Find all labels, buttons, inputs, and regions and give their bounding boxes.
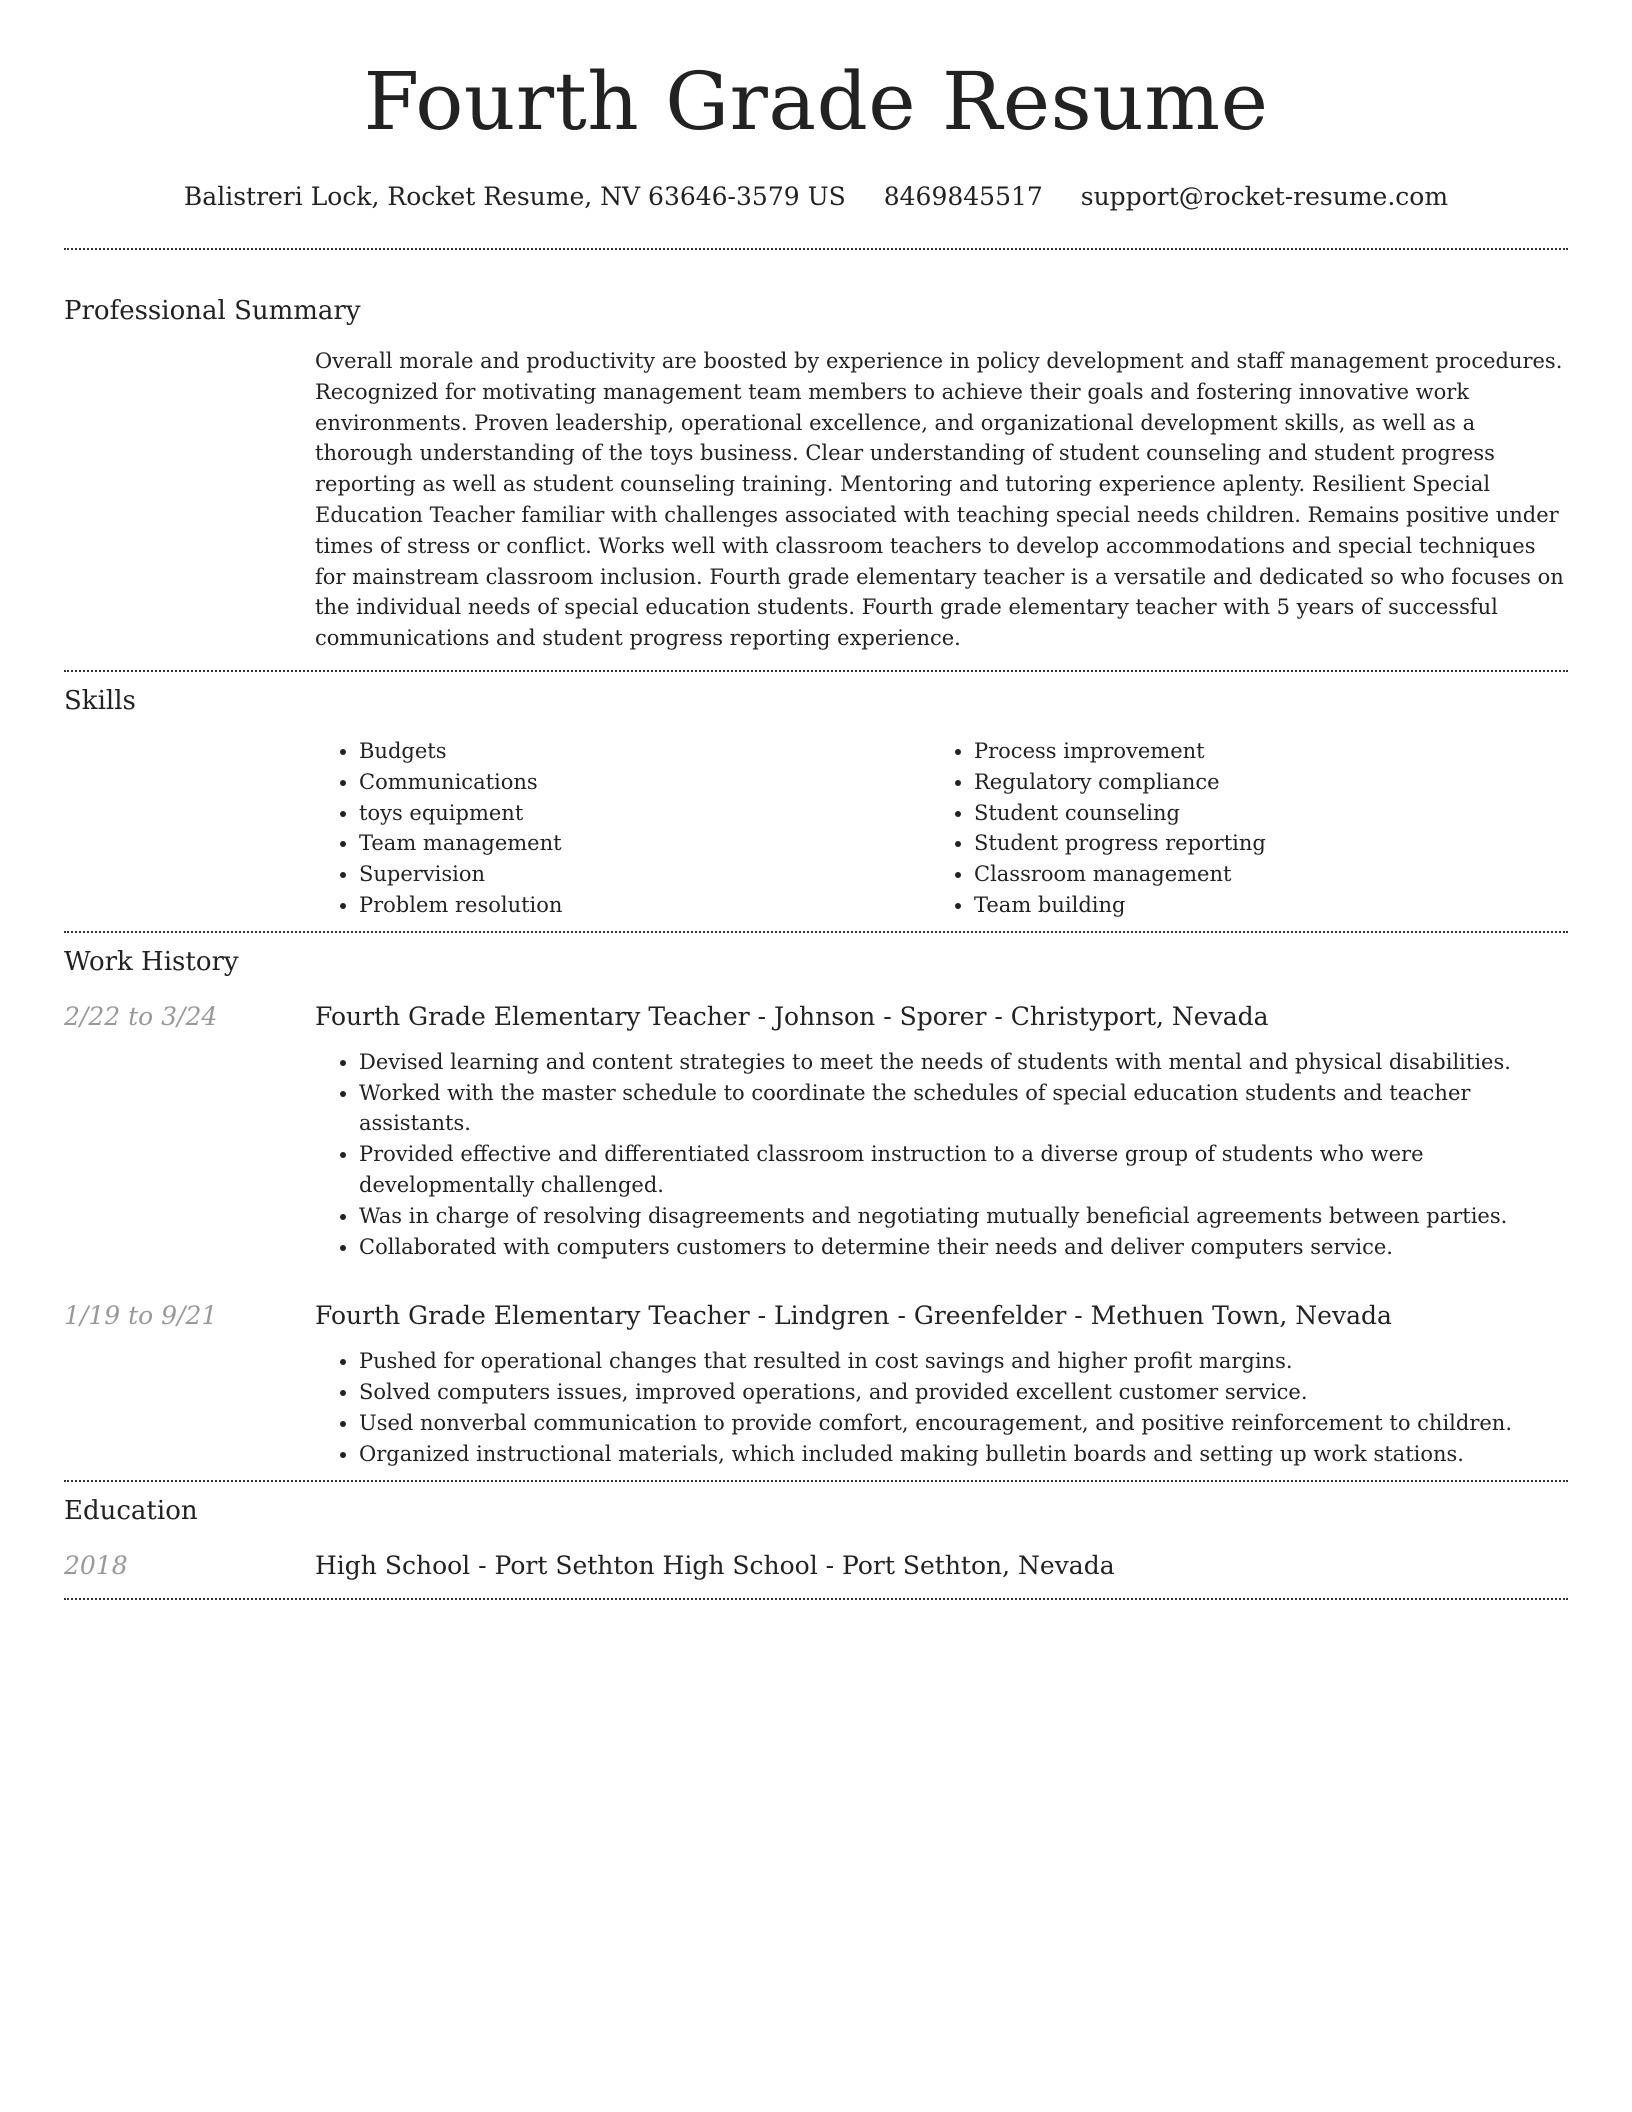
job-bullet: • Organized instructional materials, which included making bulletin boards and setting up work stations.: [359, 1439, 1568, 1470]
education-entry: [64, 1548, 1568, 1584]
job-bullet: • Solved computers issues, improved operations, and provided excellent customer service.: [359, 1377, 1568, 1408]
professional-summary-section: [64, 250, 1568, 670]
job-bullet: • Worked with the master schedule to coordinate the schedules of special education students and teacher assistants.: [359, 1078, 1568, 1140]
skills-list-right: [930, 736, 1545, 921]
section-title-education: Education: [64, 1495, 198, 1526]
job-title: Fourth Grade Elementary Teacher - Lindgren - Greenfelder - Methuen Town, Nevada: [315, 1301, 1392, 1331]
summary-text: Overall morale and productivity are boosted by experience in policy development and staff management procedures. Recognized for motivating management team members to achieve their goals and fostering innovative work environments. Proven leadership, operational excellence, and organizational development skills, as well as a thorough understanding of the toys business. Clear understanding of student counseling and student progress reporting as well as student counseling training. Mentoring and tutoring experience aplenty. Resilient Special Education Teacher familiar with challenges associated with teaching special needs children. Remains positive under times of stress or conflict. Works well with classroom teachers to develop accommodations and special techniques for mainstream classroom inclusion. Fourth grade elementary teacher is a versatile and dedicated so who focuses on the individual needs of special education students. Fourth grade elementary teacher with 5 years of successful communications and student progress reporting experience.: [315, 349, 1564, 651]
skills-columns: [315, 736, 1568, 921]
skill-item: • Supervision: [359, 859, 930, 890]
contact-address: Balistreri Lock, Rocket Resume, NV 63646-3579 US: [183, 182, 846, 211]
job-bullet: • Provided effective and differentiated classroom instruction to a diverse group of students who were developmentally challenged.: [359, 1139, 1568, 1201]
education-title: High School - Port Sethton High School - Port Sethton, Nevada: [315, 1550, 1115, 1580]
job-body: [315, 999, 1568, 1263]
section-title-skills: Skills: [64, 685, 136, 716]
education-date: 2018: [64, 1550, 128, 1580]
skill-item: • Team building: [974, 890, 1545, 921]
job-body: [315, 1298, 1568, 1469]
contact-line: [64, 180, 1568, 214]
job-date: 1/19 to 9/21: [64, 1301, 218, 1331]
skill-item: • toys equipment: [359, 798, 930, 829]
skill-item: • Team management: [359, 828, 930, 859]
job-bullet: • Used nonverbal communication to provide comfort, encouragement, and positive reinforcement to children.: [359, 1408, 1568, 1439]
skill-item: • Student progress reporting: [974, 828, 1545, 859]
job-bullets: [315, 1346, 1568, 1469]
work-history-section: [64, 933, 1568, 1480]
skill-item: • Student counseling: [974, 798, 1545, 829]
job-bullet: • Devised learning and content strategies to meet the needs of students with mental and physical disabilities.: [359, 1047, 1568, 1078]
job-bullet: • Collaborated with computers customers to determine their needs and deliver computers service.: [359, 1232, 1568, 1263]
skill-item: • Communications: [359, 767, 930, 798]
skill-item: • Regulatory compliance: [974, 767, 1545, 798]
job-bullet: • Was in charge of resolving disagreements and negotiating mutually beneficial agreements between parties.: [359, 1201, 1568, 1232]
skill-item: • Classroom management: [974, 859, 1545, 890]
job-entry: [64, 1298, 1568, 1469]
section-divider: [64, 1598, 1568, 1600]
contact-phone: 8469845517: [883, 182, 1043, 211]
skills-section: [64, 672, 1568, 931]
skill-item: • Problem resolution: [359, 890, 930, 921]
skill-item: • Budgets: [359, 736, 930, 767]
skills-list-left: [315, 736, 930, 921]
section-title-summary: Professional Summary: [64, 296, 361, 326]
contact-email: support@rocket-resume.com: [1080, 182, 1449, 211]
job-entry: [64, 999, 1568, 1263]
resume-name: Fourth Grade Resume: [363, 55, 1269, 148]
section-title-work: Work History: [64, 946, 239, 977]
job-bullets: [315, 1047, 1568, 1263]
job-date: 2/22 to 3/24: [64, 1001, 218, 1031]
resume-header: [64, 0, 1568, 214]
education-section: [64, 1482, 1568, 1598]
job-title: Fourth Grade Elementary Teacher - Johnson - Sporer - Christyport, Nevada: [315, 1001, 1269, 1031]
job-bullet: • Pushed for operational changes that resulted in cost savings and higher profit margins.: [359, 1346, 1568, 1377]
skill-item: • Process improvement: [974, 736, 1545, 767]
